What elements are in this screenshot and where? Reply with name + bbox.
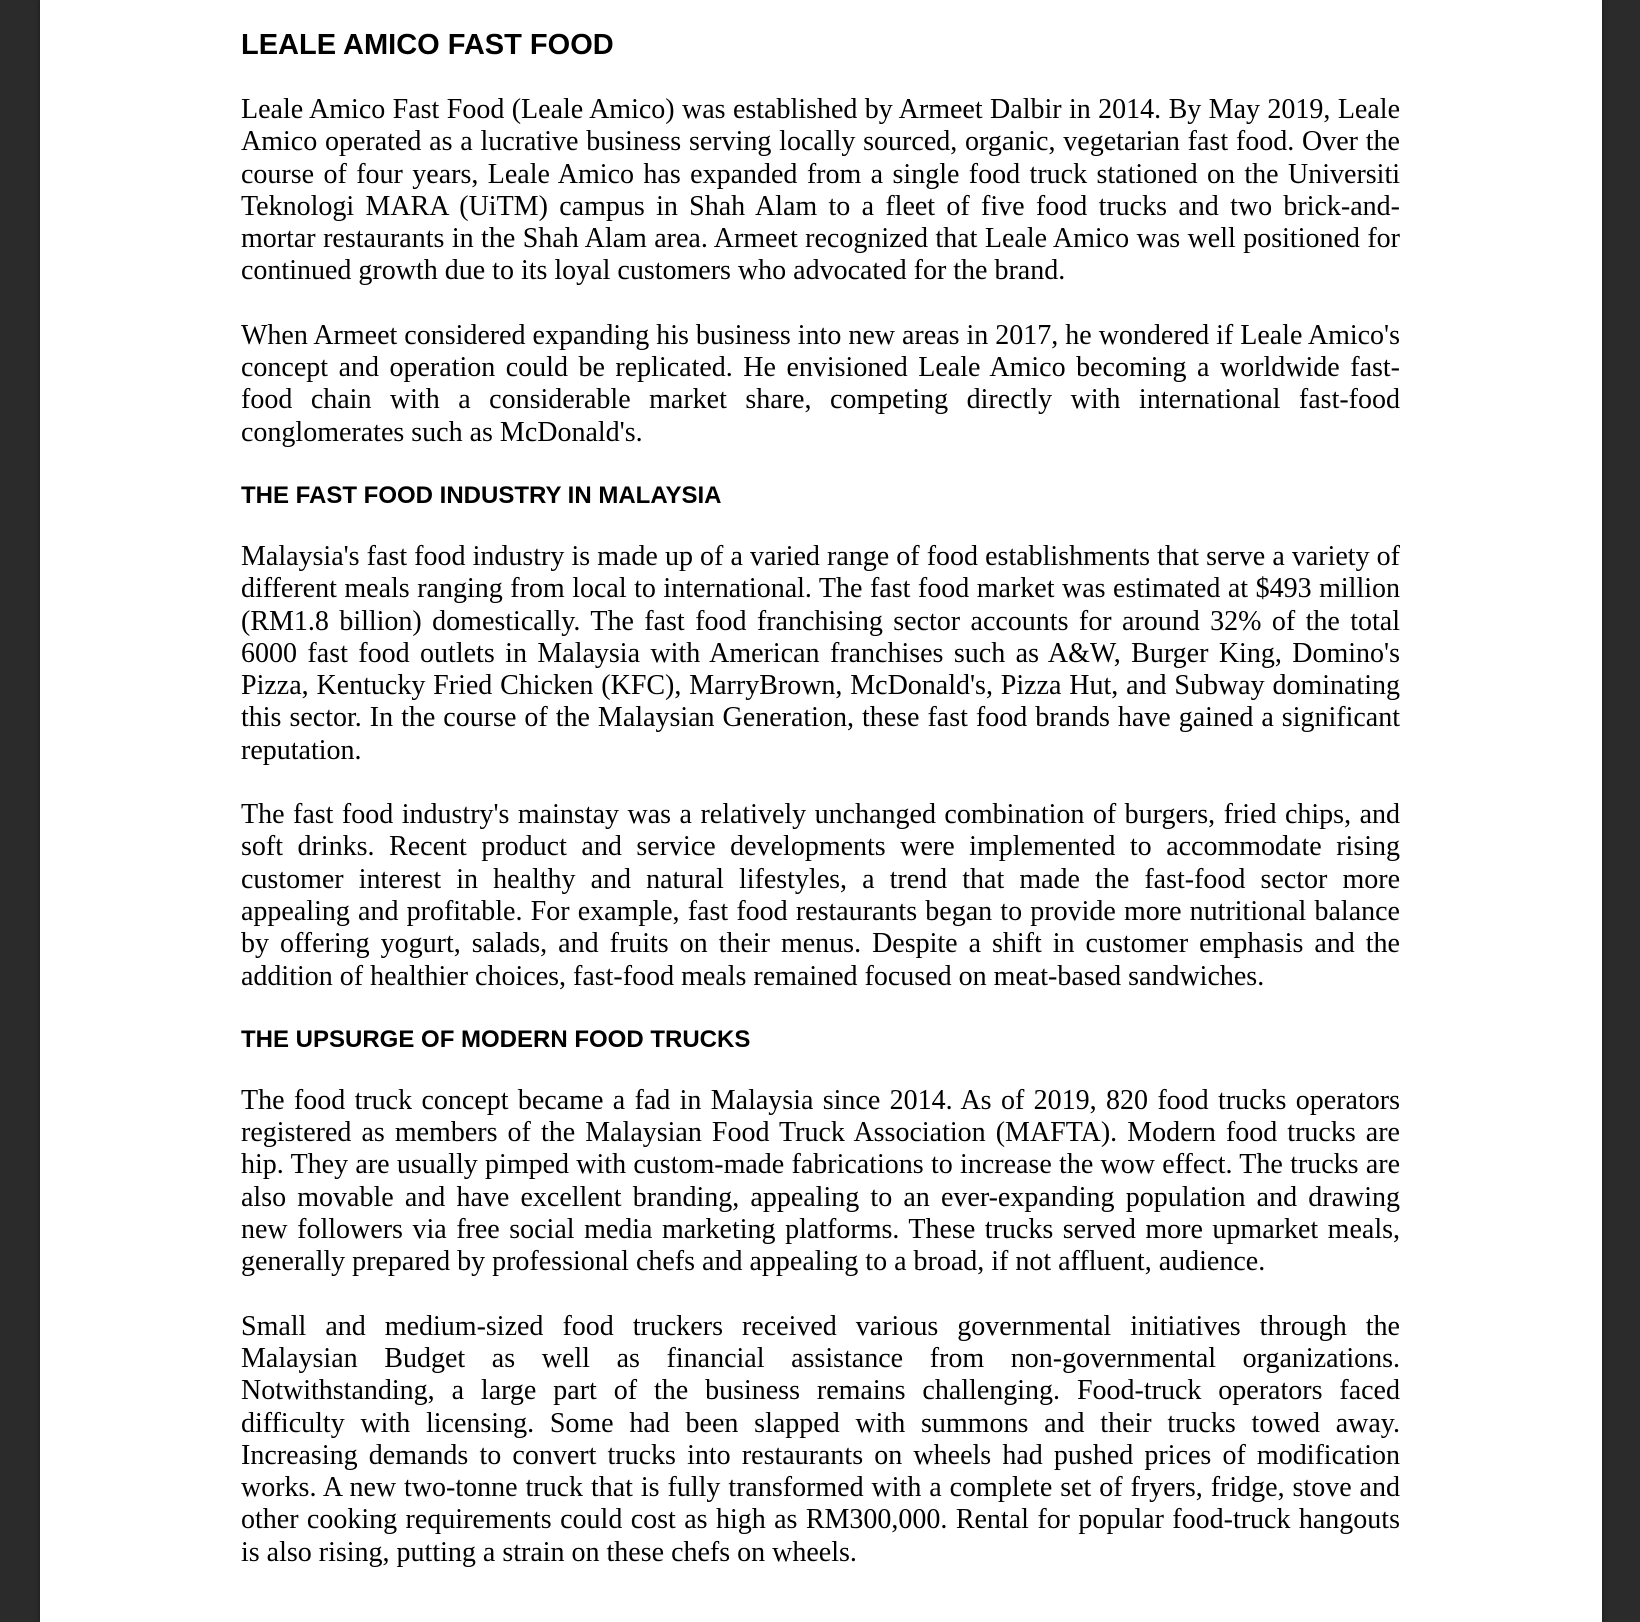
section-1-paragraph-2: The fast food industry's mainstay was a relatively unchanged combination of burgers, fried chips, and soft drinks. Recent product and service developments were implemented to accommodate rising customer interest in healthy and natural lifestyles, a trend that made the fast-food sector more appealing and profitable. For example, fast food restaurants began to provide more nutritional balance by offering yogurt, salads, and fruits on their menus. Despite a shift in customer emphasis and the addition of healthier choices, fast-food meals remained focused on meat-based sandwiches. <box>241 799 1400 992</box>
page-content <box>241 26 1400 1601</box>
section-2-paragraph-1: The food truck concept became a fad in Malaysia since 2014. As of 2019, 820 food trucks operators registered as members of the Malaysian Food Truck Association (MAFTA). Modern food trucks are hip. They are usually pimped with custom-made fabrications to increase the wow effect. The trucks are also movable and have excellent branding, appealing to an ever-expanding population and drawing new followers via free social media marketing platforms. These trucks served more upmarket meals, generally prepared by professional chefs and appealing to a broad, if not affluent, audience. <box>241 1084 1400 1278</box>
section-heading-food-trucks: THE UPSURGE OF MODERN FOOD TRUCKS <box>241 1025 751 1053</box>
section-2-paragraph-2: Small and medium-sized food truckers received various governmental initiatives through the Malaysian Budget as well as financial assistance from non-governmental organizations. Notwithstanding, a large part of the business remains challenging. Food-truck operators faced difficulty with licensing. Some had been slapped with summons and their trucks towed away. Increasing demands to convert trucks into restaurants on wheels had pushed prices of modification works. A new two-tonne truck that is fully transformed with a complete set of fryers, fridge, stove and other cooking requirements could cost as high as RM300,000. Rental for popular food-truck hangouts is also rising, putting a strain on these chefs on wheels. <box>241 1310 1400 1568</box>
section-1-paragraph-1: Malaysia's fast food industry is made up of a varied range of food establishments that serve a variety of different meals ranging from local to international. The fast food market was estimated at $493 million (RM1.8 billion) domestically. The fast food franchising sector accounts for around 32% of the total 6000 fast food outlets in Malaysia with American franchises such as A&W, Burger King, Domino's Pizza, Kentucky Fried Chicken (KFC), MarryBrown, McDonald's, Pizza Hut, and Subway dominating this sector. In the course of the Malaysian Generation, these fast food brands have gained a significant reputation. <box>241 540 1400 766</box>
intro-paragraph-1: Leale Amico Fast Food (Leale Amico) was established by Armeet Dalbir in 2014. By May 2019, Leale Amico operated as a lucrative business serving locally sourced, organic, vegetarian fast food. Over the course of four years, Leale Amico has expanded from a single food truck stationed on the Universiti Teknologi MARA (UiTM) campus in Shah Alam to a fleet of five food trucks and two brick-and-mortar restaurants in the Shah Alam area. Armeet recognized that Leale Amico was well positioned for continued growth due to its loyal customers who advocated for the brand. <box>241 94 1400 287</box>
document-page <box>40 0 1602 1622</box>
intro-paragraph-2: When Armeet considered expanding his business into new areas in 2017, he wondered if Leale Amico's concept and operation could be replicated. He envisioned Leale Amico becoming a worldwide fast-food chain with a considerable market share, competing directly with international fast-food conglomerates such as McDonald's. <box>241 319 1400 448</box>
document-title: LEALE AMICO FAST FOOD <box>241 29 614 61</box>
section-heading-fast-food-industry: THE FAST FOOD INDUSTRY IN MALAYSIA <box>241 481 722 509</box>
